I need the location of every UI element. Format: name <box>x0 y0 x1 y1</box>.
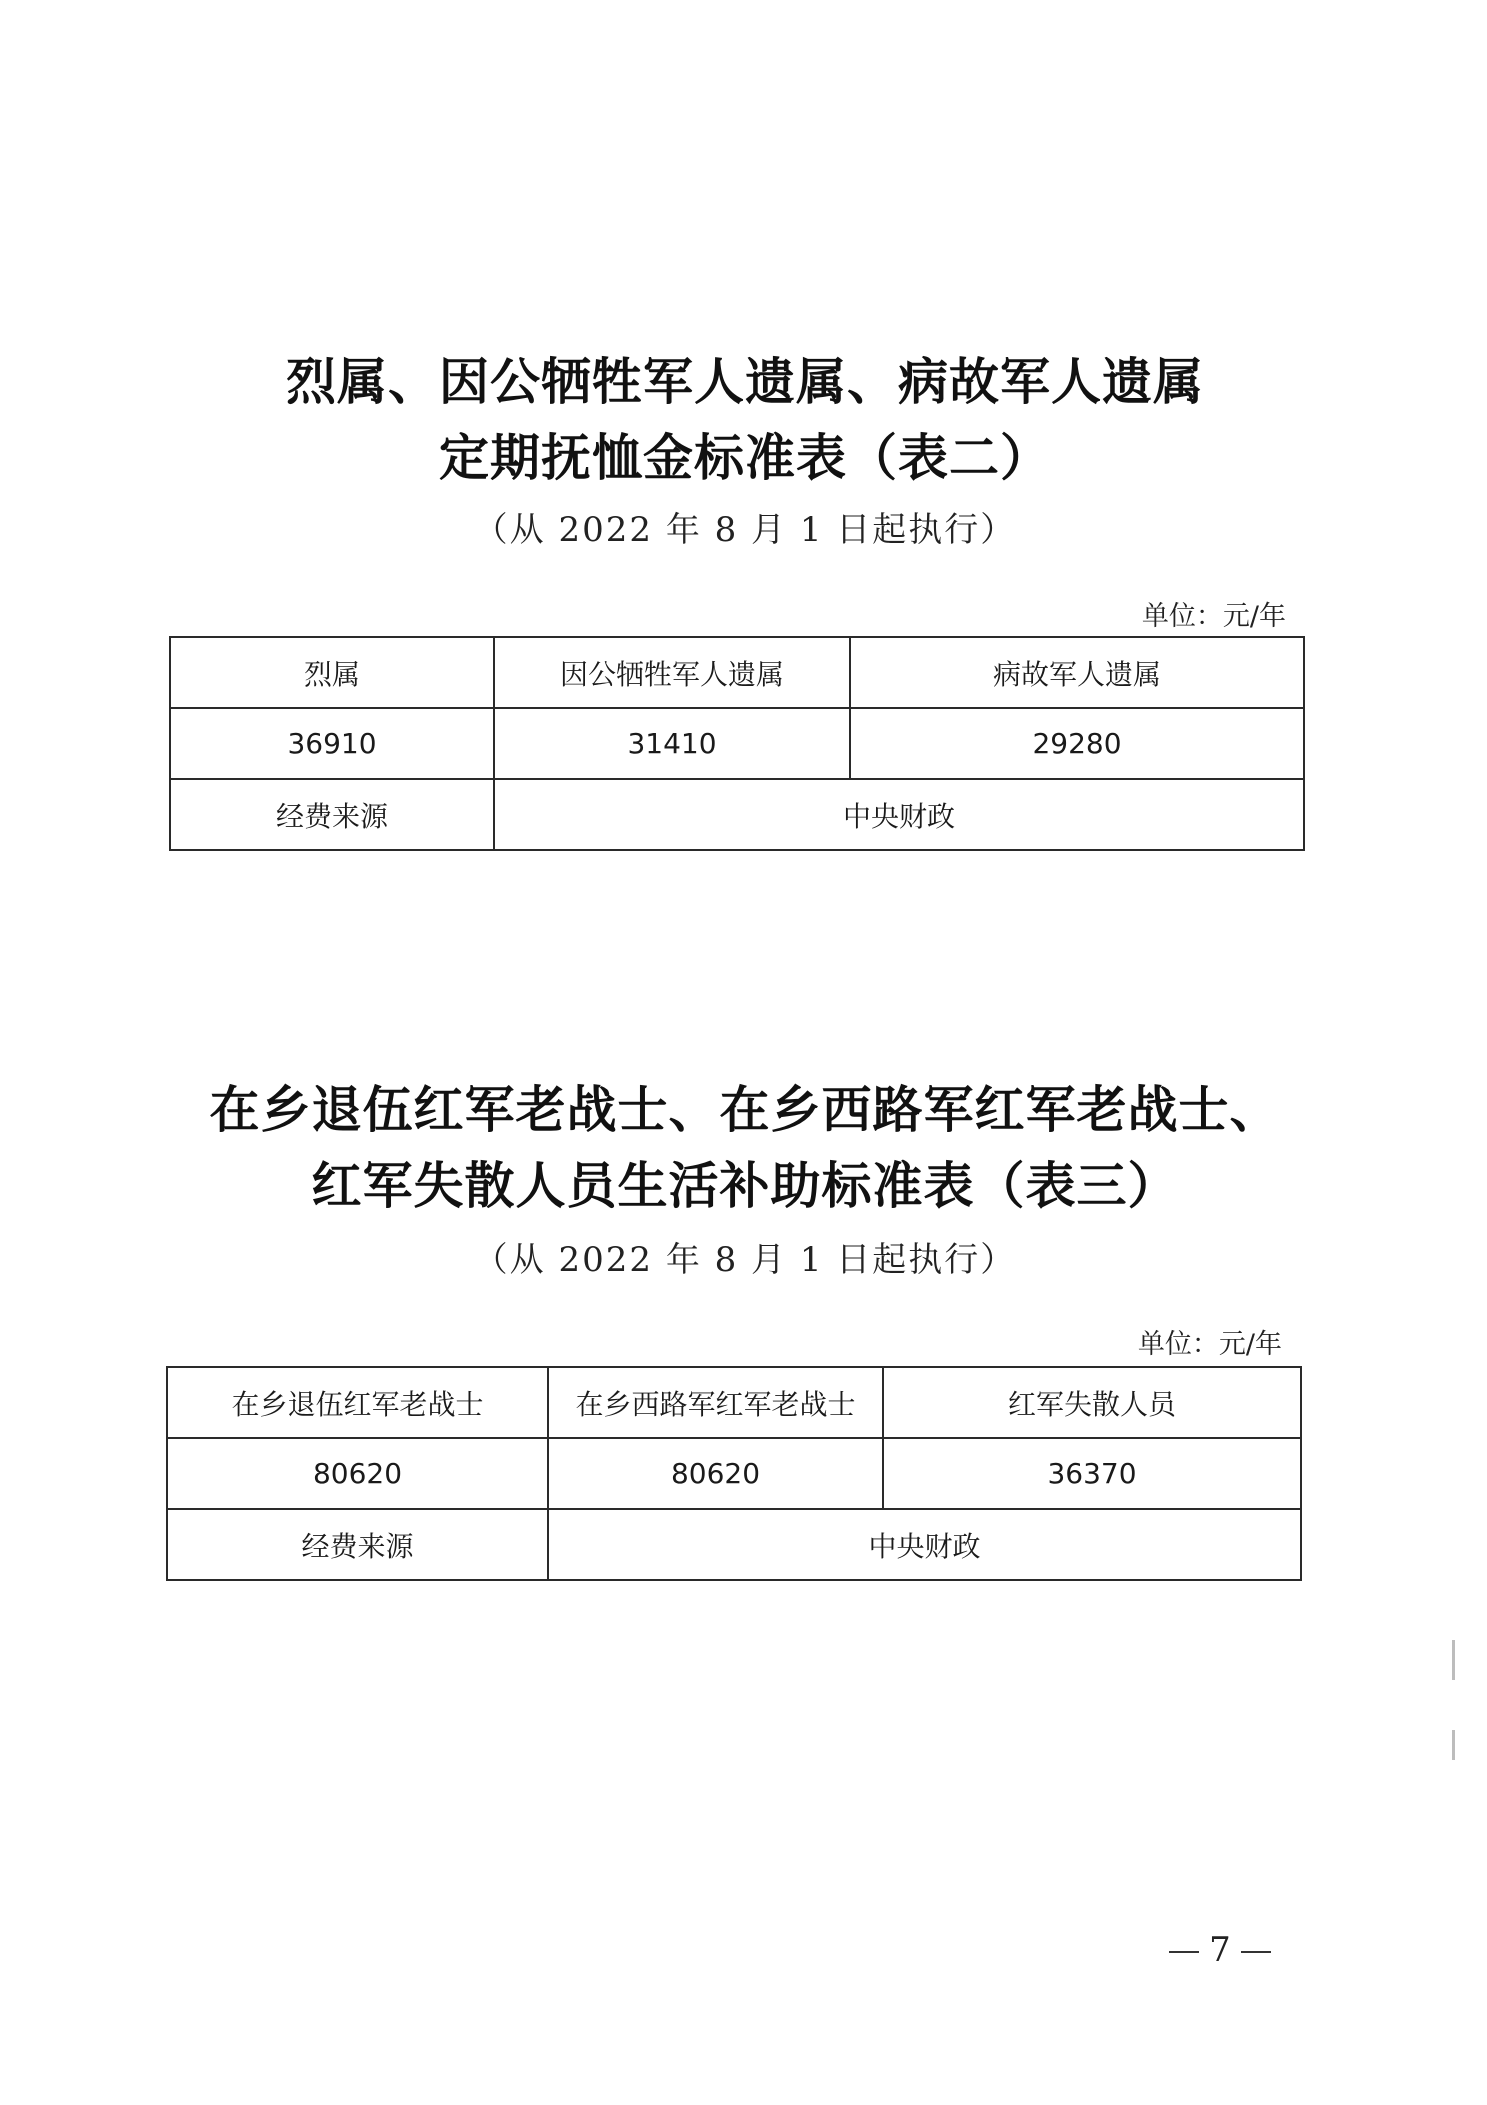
table2-value-cell: 36910 <box>170 708 494 779</box>
table3 <box>166 1366 1302 1581</box>
table2-value-cell: 31410 <box>494 708 850 779</box>
table3-header-cell: 在乡退伍红军老战士 <box>167 1367 548 1438</box>
page-number-dash-right <box>1241 1951 1271 1953</box>
table2-funding-value: 中央财政 <box>494 779 1304 850</box>
table3-value-cell: 36370 <box>883 1438 1301 1509</box>
table2-value-cell: 29280 <box>850 708 1304 779</box>
table2 <box>169 636 1305 851</box>
table3-value-cell: 80620 <box>167 1438 548 1509</box>
table3-header-row <box>167 1367 1301 1438</box>
table2-title-line2: 定期抚恤金标准表（表二） <box>439 428 1051 487</box>
table2-unit: 单位：元/年 <box>1141 601 1286 632</box>
table3-funding-label: 经费来源 <box>167 1509 548 1580</box>
table3-title-line2: 红军失散人员生活补助标准表（表三） <box>311 1156 1179 1215</box>
table2-header-cell: 因公牺牲军人遗属 <box>494 637 850 708</box>
table3-value-row <box>167 1438 1301 1509</box>
page-number <box>1150 1930 1290 1970</box>
table2-funding-label: 经费来源 <box>170 779 494 850</box>
table2-value-row <box>170 708 1304 779</box>
page-number-value: 7 <box>1209 1930 1231 1970</box>
binding-mark <box>1452 1730 1455 1760</box>
table3-funding-value: 中央财政 <box>548 1509 1301 1580</box>
table3-unit: 单位：元/年 <box>1137 1329 1282 1360</box>
table2-header-row <box>170 637 1304 708</box>
page-number-dash-left <box>1169 1951 1199 1953</box>
table2-header-cell: 烈属 <box>170 637 494 708</box>
table3-value-cell: 80620 <box>548 1438 883 1509</box>
table3-header-cell: 在乡西路军红军老战士 <box>548 1367 883 1438</box>
table2-subtitle: （从 2022 年 8 月 1 日起执行） <box>473 510 1017 550</box>
table2-title-line1: 烈属、因公牺牲军人遗属、病故军人遗属 <box>286 352 1204 411</box>
table3-funding-row <box>167 1509 1301 1580</box>
table2-header-cell: 病故军人遗属 <box>850 637 1304 708</box>
table3-header-cell: 红军失散人员 <box>883 1367 1301 1438</box>
binding-mark <box>1452 1640 1455 1680</box>
table3-title-line1: 在乡退伍红军老战士、在乡西路军红军老战士、 <box>209 1080 1281 1139</box>
table2-funding-row <box>170 779 1304 850</box>
table3-subtitle: （从 2022 年 8 月 1 日起执行） <box>473 1240 1017 1280</box>
